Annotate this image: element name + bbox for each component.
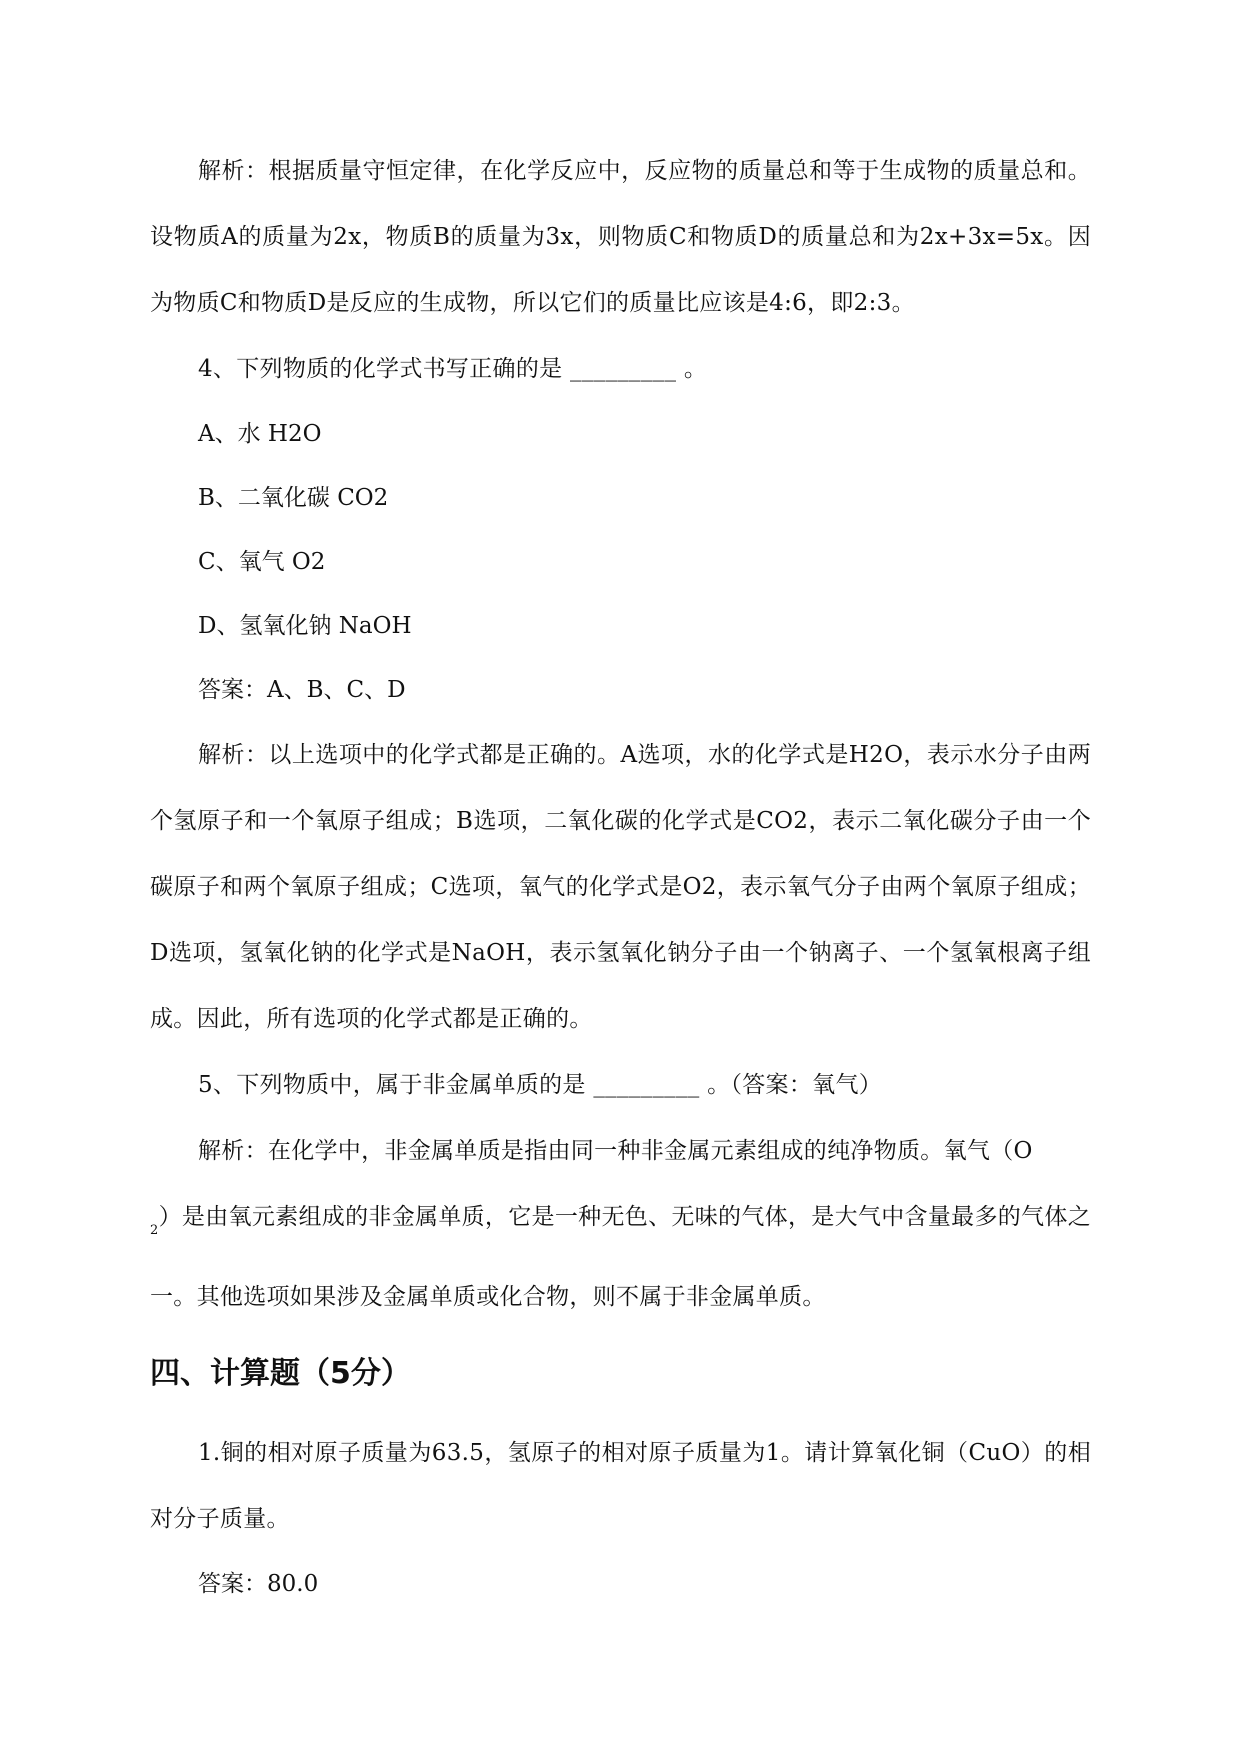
q4-option-d: D、氢氧化钠 NaOH: [198, 613, 412, 639]
q5-analysis-part1: 解析：在化学中，非金属单质是指由同一种非金属元素组成的纯净物质。氧气（O: [198, 1138, 1033, 1164]
q4-analysis: 解析：以上选项中的化学式都是正确的。A选项，水的化学式是H2O，表示水分子由两个氢原子和一个氧原子组成；B选项，二氧化碳的化学式是CO2，表示二氧化碳分子由一个碳原子和两个氧原子组成；C选项，氧气的化学式是O2，表示氧气分子由两个氧原子组成；D选项，氢氧化钠的化学式是NaOH，表示氢氧化钠分子由一个钠离子、一个氢氧根离子组成。因此，所有选项的化学式都是正确的。: [150, 742, 1091, 1032]
q4-option-c: C、氧气 O2: [198, 549, 326, 575]
q5-analysis-part2: ）是由氧元素组成的非金属单质，它是一种无色、无味的气体，是大气中含量最多的气体之一。其他选项如果涉及金属单质或化合物，则不属于非金属单质。: [150, 1204, 1091, 1310]
q4-option-b: B、二氧化碳 CO2: [198, 485, 389, 511]
section-title-calculation: 四、计算题（5分）: [150, 1356, 411, 1391]
q5-analysis-subscript: 2: [150, 1223, 159, 1238]
calc-q1: 1.铜的相对原子质量为63.5，氢原子的相对原子质量为1。请计算氧化铜（CuO）的相对分子质量。: [150, 1440, 1091, 1532]
q4-answer: 答案：A、B、C、D: [198, 677, 406, 703]
q4-option-a: A、水 H2O: [198, 421, 322, 447]
q4-question: 4、下列物质的化学式书写正确的是 _________ 。: [198, 356, 708, 382]
calc-q1-answer: 答案：80.0: [198, 1571, 319, 1597]
q5-analysis: [150, 1118, 1091, 1330]
q5-question: 5、下列物质中，属于非金属单质的是 _________ 。（答案：氧气）: [198, 1072, 883, 1098]
q3-analysis: 解析：根据质量守恒定律，在化学反应中，反应物的质量总和等于生成物的质量总和。设物质A的质量为2x，物质B的质量为3x，则物质C和物质D的质量总和为2x+3x=5x。因为物质C和物质D是反应的生成物，所以它们的质量比应该是4:6，即2:3。: [150, 158, 1091, 316]
